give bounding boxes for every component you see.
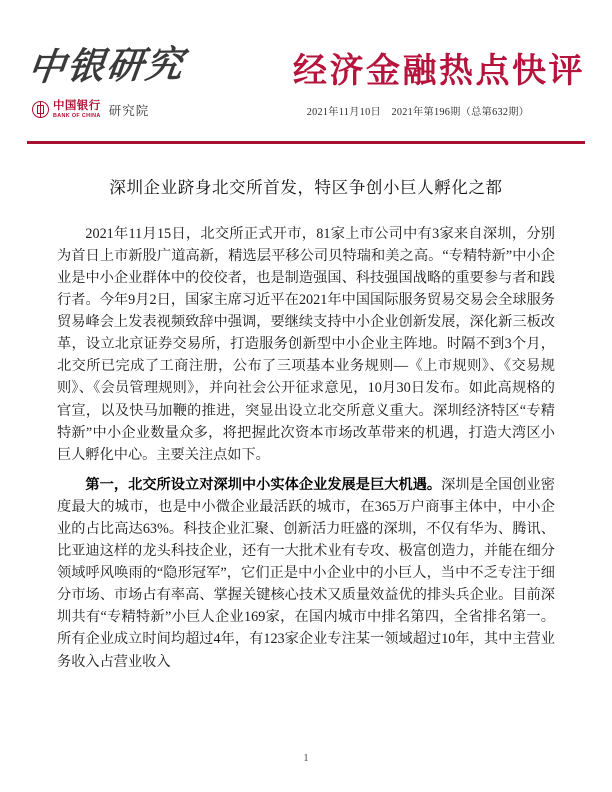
paragraph-text: 2021年11月15日，北交所正式开市，81家上市公司中有3家来自深圳，分别为首日上市新股广道高新，精选层平移公司贝特瑞和美之高。“专精特新”中小企业是中小企业群体中的佼佼者，也是制造强国、科技强国战略的重要参与者和践行者。今年9月2日，国家主席习近平在2021年中国国际服务贸易交易会全球服务贸易峰会上发表视频致辞中强调，要继续支持中小企业创新发展，深化新三板改革，设立北京证券交易所，打造服务创新型中小企业主阵地。时隔不到3个月，北交所已完成了工商注册，公布了三项基本业务规则—《上市规则》、《交易规则》、《会员管理规则》，并向社会公开征求意见，10月30日发布。如此高规格的官宣，以及快马加鞭的推进，突显出设立北交所意义重大。深圳经济特区“专精特新”中小企业数量众多，将把握此次资本市场改革带来的机遇，打造大湾区小巨人孵化中心。主要关注点如下。 (57, 225, 555, 463)
article-body (57, 176, 555, 681)
page-number: 1 (303, 753, 309, 764)
bank-name-cn: 中国银行 (53, 99, 101, 112)
header-divider-rule (27, 141, 585, 144)
article-paragraph (57, 474, 555, 673)
publication-issue-line: 2021年11月10日 2021年第196期（总第632期） (306, 107, 530, 119)
institute-label: 研究院 (108, 103, 150, 118)
publication-title: 经济金融热点快评 (293, 52, 585, 90)
bank-name-block (53, 100, 101, 120)
bank-of-china-logo-icon (32, 101, 49, 118)
brand-script-logo: 中银研究 (25, 44, 187, 89)
paragraph-text: 深圳是全国创业密度最大的城市，也是中小微企业最活跃的城市，在365万户商事主体中，中小企业的占比高达63%。科技企业汇聚、创新活力旺盛的深圳，不仅有华为、腾讯、比亚迪这样的龙头科技企业，还有一大批术业有专攻、极富创造力，并能在细分领域呼风唤雨的“隐形冠军”，它们正是中小企业中的小巨人，当中不乏专注于细分市场、市场占有率高、掌握关键核心技术又质量效益优的排头兵企业。目前深圳共有“专精特新”小巨人企业169家，在国内城市中排名第四，全省排名第一。所有企业成立时间均超过4年，有123家企业专注某一领域超过10年，其中主营业务收入占营业收入 (57, 476, 555, 670)
brand-block (25, 44, 278, 119)
masthead (0, 0, 612, 158)
bank-name-en: BANK OF CHINA (53, 112, 101, 119)
article-title: 深圳企业跻身北交所首发，特区争创小巨人孵化之都 (109, 178, 503, 197)
paragraph-lead: 第一，北交所设立对深圳中小实体企业发展是巨大机遇。 (85, 476, 442, 493)
article-paragraph (57, 223, 555, 466)
publication-header (255, 52, 585, 118)
page-footer (0, 748, 612, 766)
bank-identity-row (32, 100, 278, 120)
